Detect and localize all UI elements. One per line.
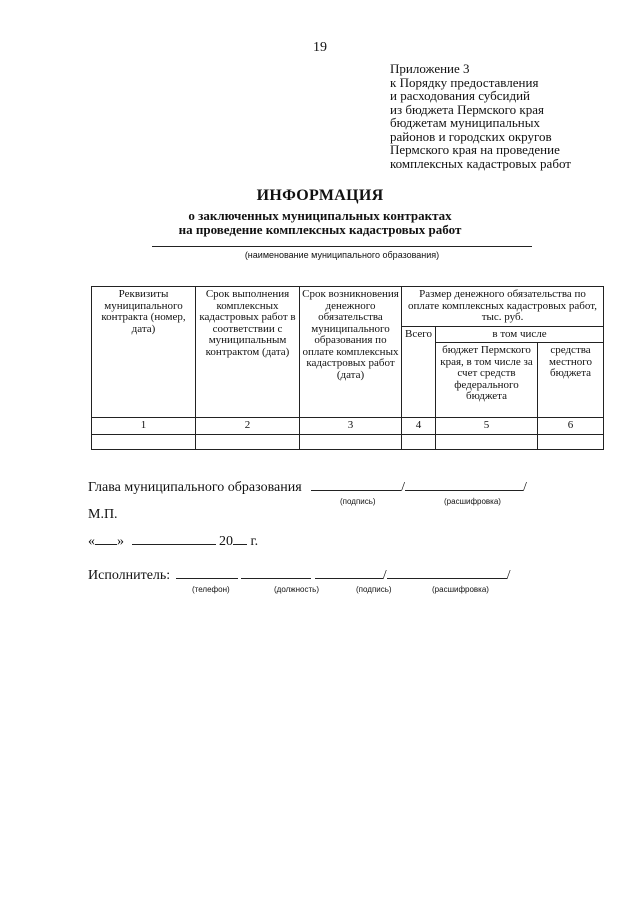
appendix-header [390,62,630,170]
executor-signature-caption: (подпись) [356,585,392,594]
head-label: Глава муниципального образования [88,480,302,495]
executor-row: Исполнитель: / / [88,568,511,583]
date-quote-open: « [88,534,95,549]
appendix-line: Приложение 3 [390,61,470,76]
municipality-caption: (наименование муниципального образования) [244,250,440,260]
appendix-line: и расходования субсидий [390,88,530,103]
subtitle-line-2: на проведение комплексных кадастровых работ [178,222,462,237]
empty-cell [436,434,538,449]
table-row [92,434,604,449]
municipality-name-line [152,246,532,247]
header-obligation-date: Срок возникновения денежного обязательства муниципального образования по оплате комплексных кадастровых работ (дата) [300,287,402,418]
header-contract-details: Реквизиты муниципального контракта (номер, дата) [92,287,196,418]
header-work-deadline: Срок выполнения комплексных кадастровых работ в соответствии с муниципальным контрактом (дата) [196,287,300,418]
date-year-prefix: 20 [219,534,233,549]
executor-label: Исполнитель: [88,568,171,583]
empty-cell [196,434,300,449]
executor-decoding-caption: (расшифровка) [432,585,489,594]
empty-cell [402,434,436,449]
column-number: 6 [538,418,604,435]
head-signature-row: Глава муниципального образования / / [88,480,527,495]
head-signature-caption: (подпись) [340,497,376,506]
date-year-suffix: г. [250,534,259,549]
header-regional-budget: бюджет Пермского края, в том числе за счет средств федерального бюджета [436,343,538,418]
date-row [88,534,258,550]
subtitle-line-1: о заключенных муниципальных контрактах [188,208,452,223]
empty-cell [300,434,402,449]
executor-decoding-line [387,578,507,579]
appendix-line: из бюджета Пермского края [390,101,545,117]
column-number: 4 [402,418,436,435]
contracts-table [91,286,604,450]
page-number: 19 [313,40,327,55]
document-title: ИНФОРМАЦИЯ [256,187,384,204]
appendix-line: бюджетам муниципальных [390,115,540,130]
appendix-line: Пермского края на проведение [390,142,560,157]
header-obligation-amount: Размер денежного обязательства по оплате комплексных кадастровых работ, тыс. руб. [402,287,604,327]
column-number: 5 [436,418,538,435]
date-quote-close: » [117,534,124,549]
date-day-line [95,544,117,545]
column-number: 3 [300,418,402,435]
executor-position-line [241,578,311,579]
header-local-budget: средства местного бюджета [538,343,604,418]
column-number: 1 [92,418,196,435]
empty-cell [92,434,196,449]
appendix-line: к Порядку предоставления [390,74,539,90]
head-decoding-caption: (расшифровка) [444,497,501,506]
seal-place: М.П. [88,507,118,522]
appendix-line: районов и городских округов [390,128,552,144]
head-signature-line [311,490,401,491]
header-including: в том числе [436,326,604,343]
date-year-line [233,544,247,545]
head-decoding-line [405,490,523,491]
header-total: Всего [402,326,436,418]
empty-cell [538,434,604,449]
document-subtitle [0,209,640,237]
executor-phone-line [176,578,238,579]
date-month-line [132,544,216,545]
appendix-line: комплексных кадастровых работ [390,155,571,171]
position-caption: (должность) [274,585,319,594]
phone-caption: (телефон) [192,585,230,594]
column-number: 2 [196,418,300,435]
executor-signature-line [315,578,383,579]
